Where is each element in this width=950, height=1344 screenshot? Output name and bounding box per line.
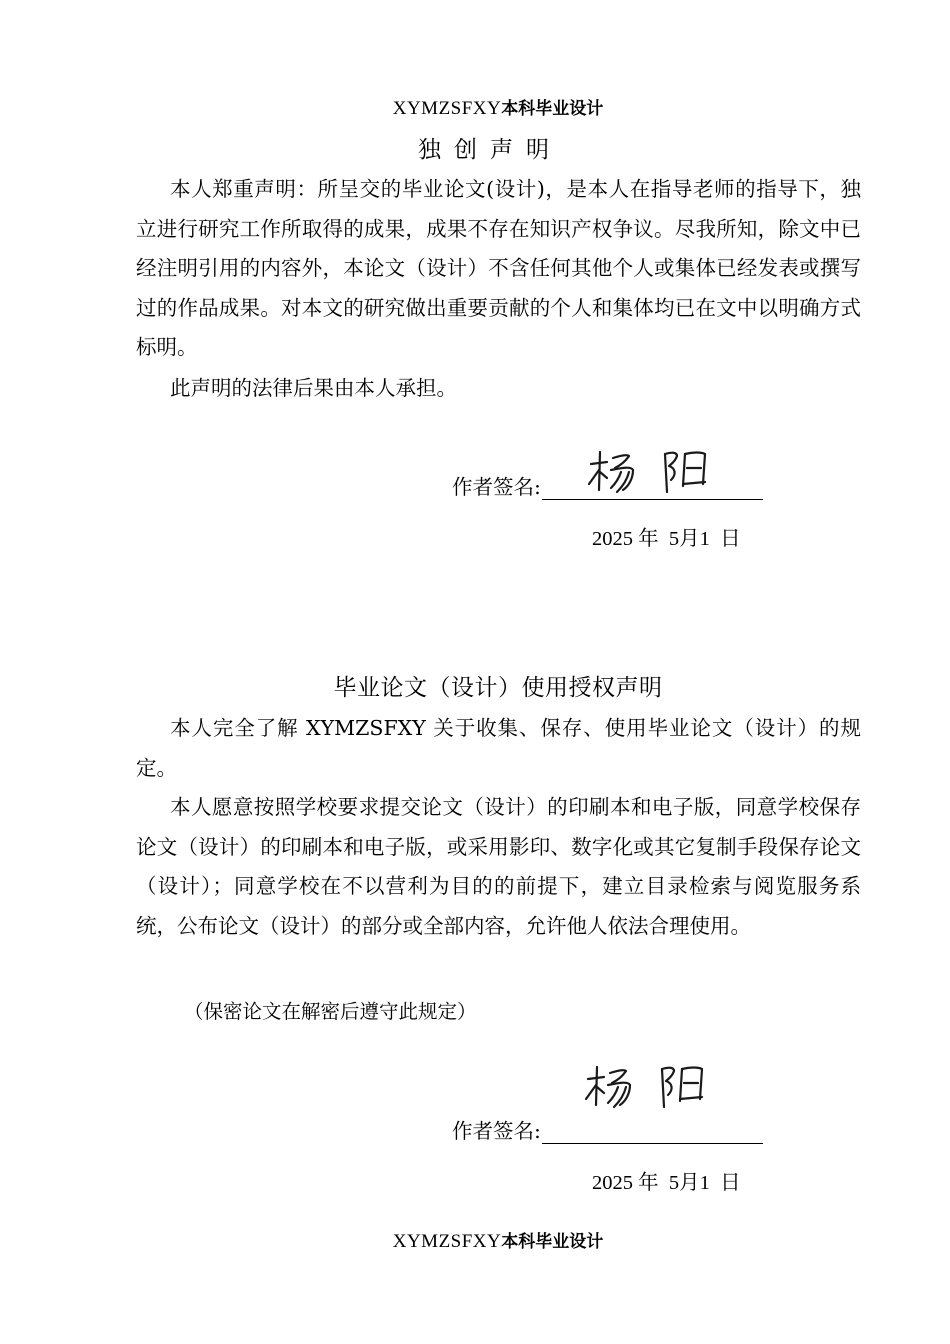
page-header	[0, 94, 950, 120]
footer-label: 本科毕业设计	[501, 1232, 604, 1252]
signature-graphic	[582, 1055, 722, 1115]
originality-paragraph-2: 此声明的法律后果由本人承担。	[170, 376, 457, 400]
originality-date-month-unit: 月	[679, 526, 700, 550]
originality-date-year: 2025	[592, 528, 633, 550]
footer-code: XYMZSFXY	[392, 1231, 502, 1252]
authorization-date-day: 1	[699, 1172, 710, 1194]
originality-signature-label: 作者签名:	[452, 475, 541, 499]
originality-paragraph-1: 本人郑重声明：所呈交的毕业论文(设计)，是本人在指导老师的指导下，独立进行研究工作所取得的成果，成果不存在知识产权争议。尽我所知，除文中已经注明引用的内容外，本论文（设计）不含任何其他个人或集体已经发表或撰写过的作品成果。对本文的研究做出重要贡献的个人和集体均已在文中以明确方式标明。	[136, 177, 861, 359]
authorization-date	[592, 1165, 741, 1195]
authorization-signature-line[interactable]	[542, 1119, 763, 1144]
originality-signature-row	[452, 470, 763, 500]
originality-date-month: 5	[668, 528, 680, 550]
header-code: XYMZSFXY	[392, 98, 502, 119]
authorization-date-year: 2025	[592, 1172, 633, 1194]
originality-date-year-unit: 年	[638, 526, 659, 550]
header-label: 本科毕业设计	[501, 99, 604, 119]
originality-date-day-unit: 日	[720, 526, 741, 550]
authorization-date-year-unit: 年	[638, 1170, 659, 1194]
originality-date-day: 1	[699, 528, 710, 550]
authorization-signature-row	[452, 1114, 763, 1144]
originality-title: 独创声明	[418, 137, 562, 163]
authorization-handwritten-signature	[582, 1055, 722, 1115]
authorization-paragraph-2: 本人愿意按照学校要求提交论文（设计）的印刷本和电子版，同意学校保存论文（设计）的印刷本和电子版，或采用影印、数字化或其它复制手段保存论文（设计）；同意学校在不以营利为目的的前提下，建立目录检索与阅览服务系统，公布论文（设计）的部分或全部内容，允许他人依法合理使用。	[136, 795, 861, 938]
authorization-date-day-unit: 日	[720, 1170, 741, 1194]
originality-signature-line[interactable]	[542, 475, 763, 500]
authorization-date-month: 5	[668, 1172, 680, 1194]
authorization-date-month-unit: 月	[679, 1170, 700, 1194]
authorization-signature-label: 作者签名:	[452, 1119, 541, 1143]
authorization-note: （保密论文在解密后遵守此规定）	[184, 1000, 477, 1023]
originality-date	[592, 521, 741, 551]
authorization-title: 毕业论文（设计）使用授权声明	[333, 675, 663, 701]
page-footer	[0, 1227, 950, 1253]
authorization-paragraph-1: 本人完全了解 XYMZSFXY 关于收集、保存、使用毕业论文（设计）的规定。	[136, 716, 861, 780]
